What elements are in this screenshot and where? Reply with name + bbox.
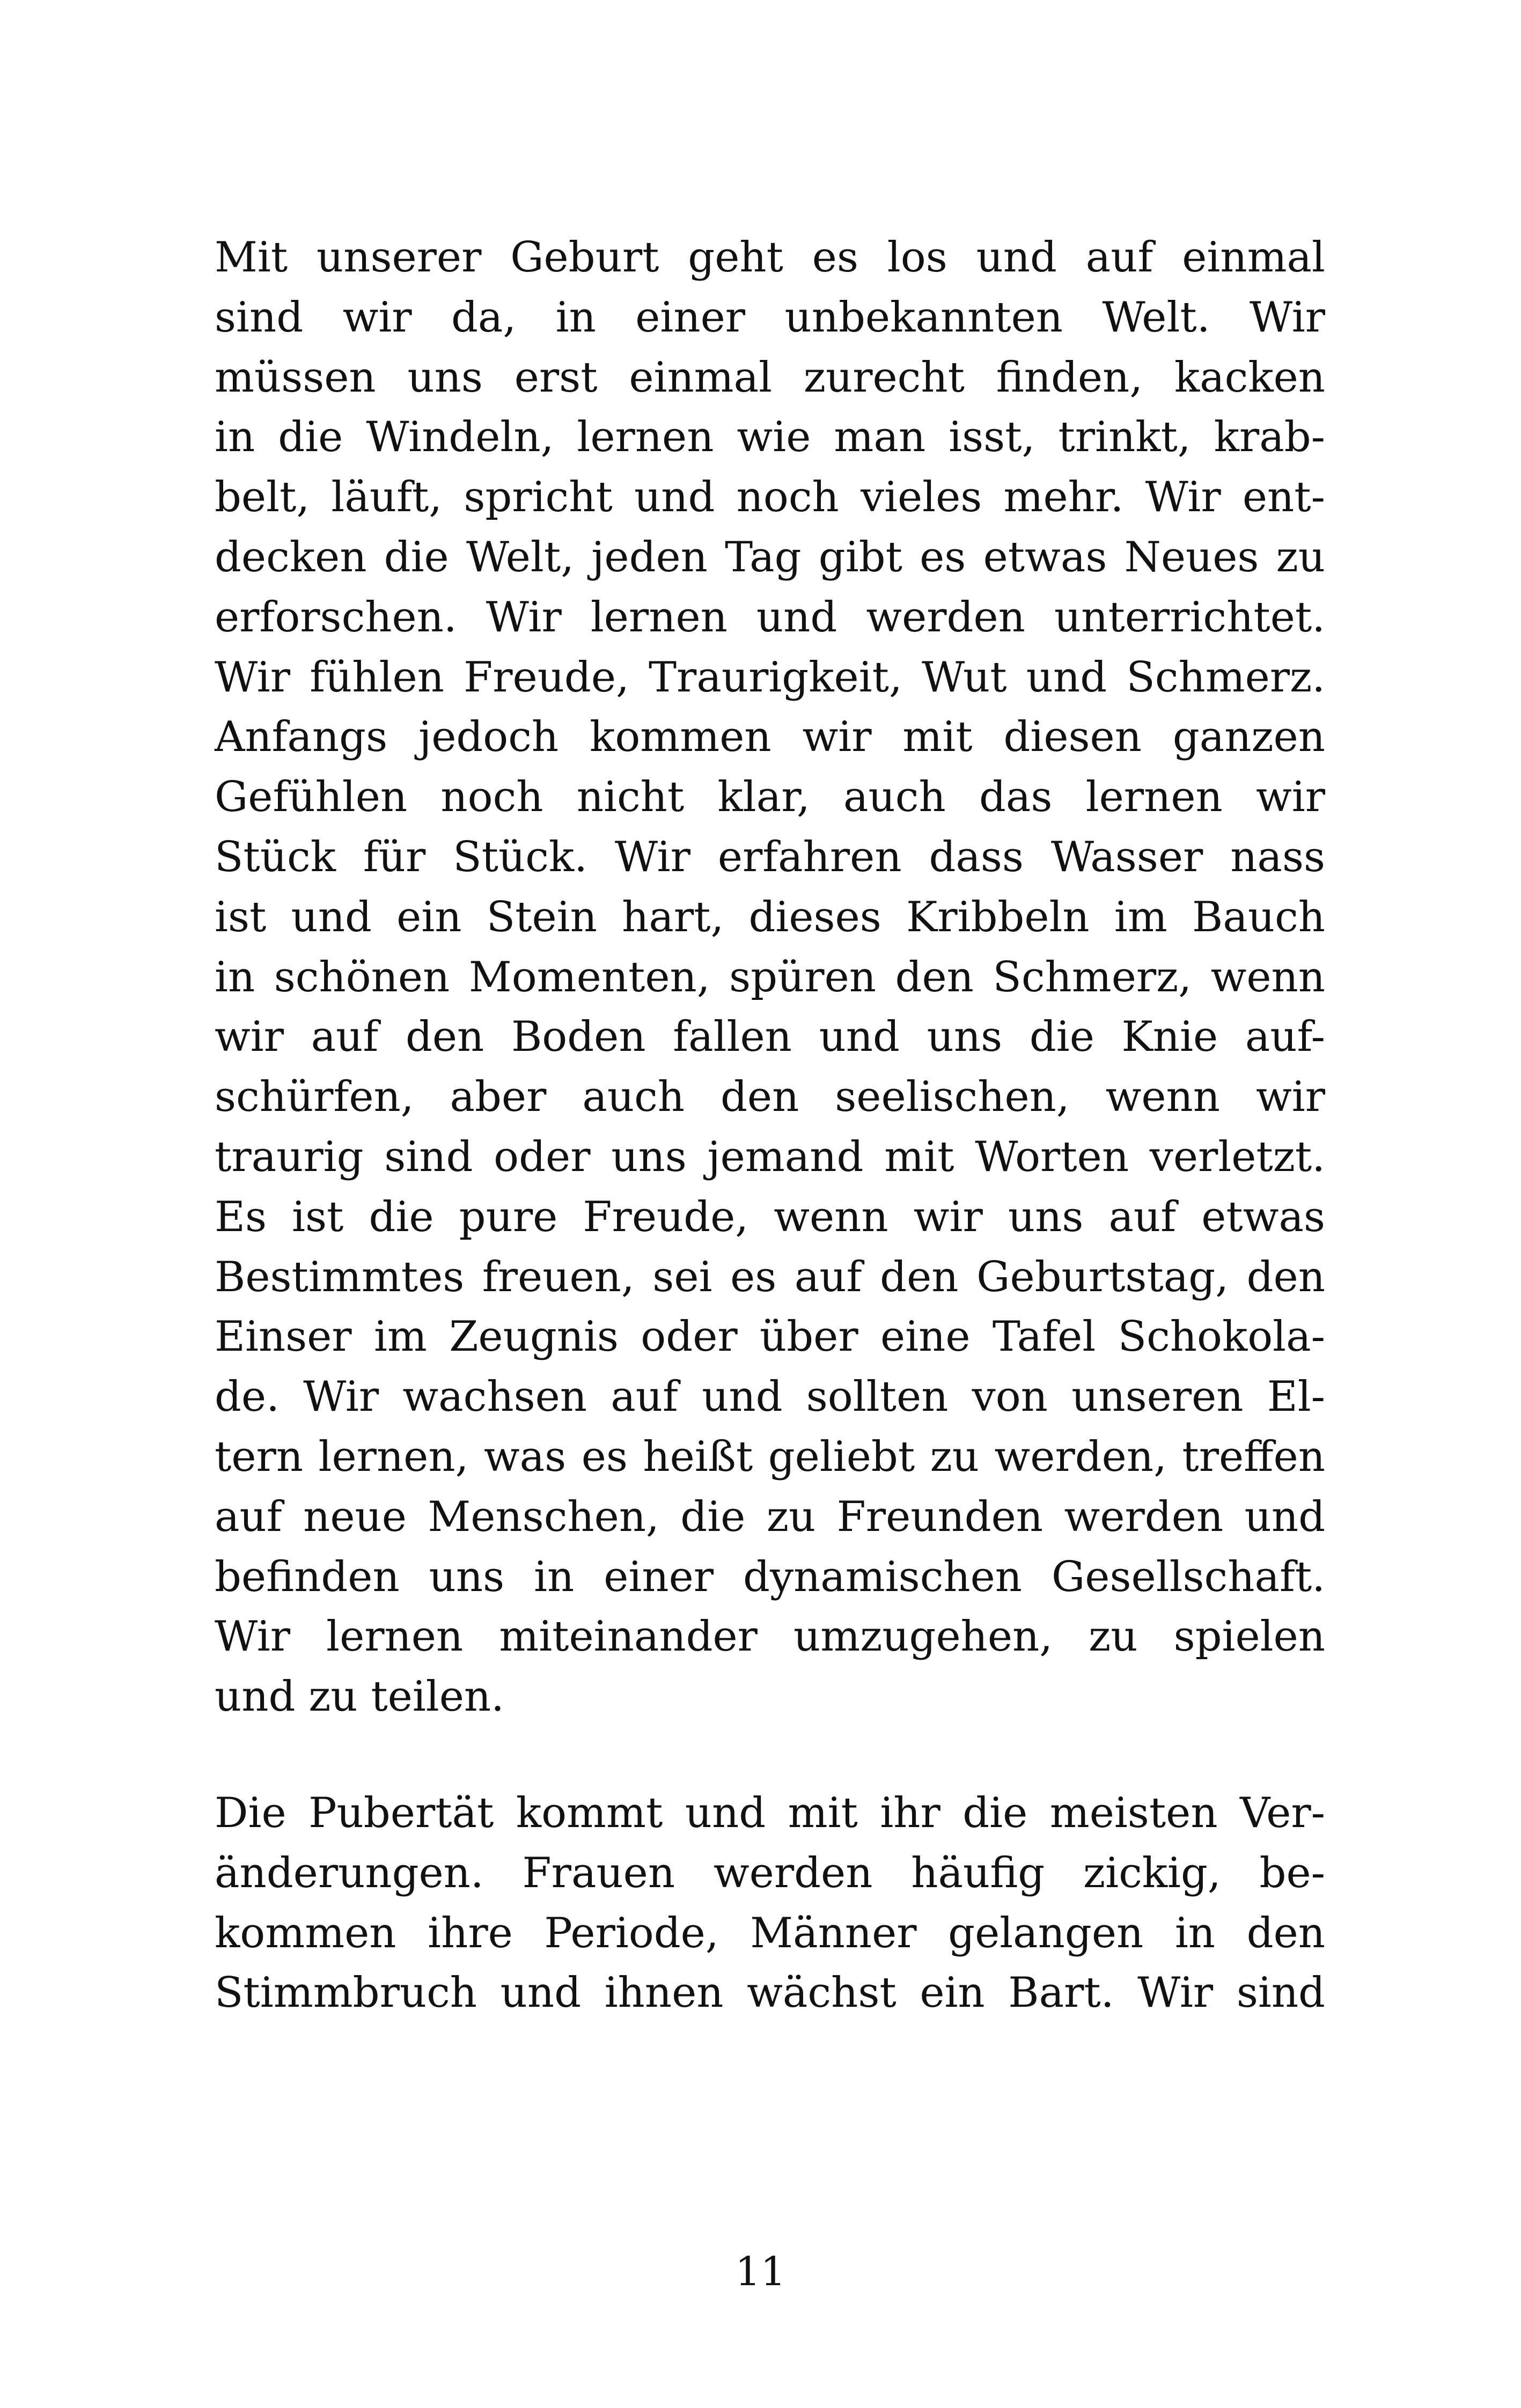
text-line: auf neue Menschen, die zu Freunden werden und [215,1492,1325,1541]
text-line: in schönen Momenten, spüren den Schmerz, wenn [215,953,1325,1002]
text-line: wir auf den Boden fallen und uns die Knie auf- [215,1013,1325,1062]
text-line: und zu teilen. [215,1673,504,1721]
text-line: tern lernen, was es heißt geliebt zu werden, treffen [215,1432,1325,1481]
paragraph-2 [215,1784,1325,2023]
text-line: Bestimmtes freuen, sei es auf den Geburtstag, den [215,1253,1325,1301]
text-line: Mit unserer Geburt geht es los und auf einmal [215,233,1325,282]
text-line: in die Windeln, lernen wie man isst, trinkt, krab- [215,413,1325,462]
text-line: müssen uns erst einmal zurecht finden, kacken [215,353,1325,402]
text-line: Wir lernen miteinander umzugehen, zu spielen [215,1612,1325,1661]
text-line: änderungen. Frauen werden häufig zickig, be- [215,1849,1325,1897]
text-line: Stimmbruch und ihnen wächst ein Bart. Wir sind [215,1969,1325,2017]
paragraph-1 [215,228,1325,1727]
text-line: traurig sind oder uns jemand mit Worten verletzt. [215,1132,1325,1181]
text-line: kommen ihre Periode, Männer gelangen in den [215,1909,1325,1957]
text-line: befinden uns in einer dynamischen Gesellschaft. [215,1552,1325,1601]
text-line: erforschen. Wir lernen und werden unterrichtet. [215,593,1325,642]
text-line: decken die Welt, jeden Tag gibt es etwas Neues zu [215,533,1325,581]
text-line: Einser im Zeugnis oder über eine Tafel Schokola- [215,1313,1325,1361]
text-line: belt, läuft, spricht und noch vieles mehr. Wir ent- [215,473,1325,522]
text-line: Anfangs jedoch kommen wir mit diesen ganzen [215,713,1325,762]
text-line: Es ist die pure Freude, wenn wir uns auf etwas [215,1192,1325,1241]
text-line: schürfen, aber auch den seelischen, wenn wir [215,1073,1325,1122]
text-line: de. Wir wachsen auf und sollten von unseren El- [215,1373,1325,1422]
text-line: Wir fühlen Freude, Traurigkeit, Wut und Schmerz. [215,653,1325,702]
text-line: Stück für Stück. Wir erfahren dass Wasser nass [215,833,1325,881]
text-line: Die Pubertät kommt und mit ihr die meisten Ver- [215,1789,1325,1837]
page-number: 11 [735,2249,786,2295]
text-line: ist und ein Stein hart, dieses Kribbeln im Bauch [215,893,1325,941]
text-line: Gefühlen noch nicht klar, auch das lernen wir [215,773,1325,822]
text-line: sind wir da, in einer unbekannten Welt. Wir [215,293,1325,342]
